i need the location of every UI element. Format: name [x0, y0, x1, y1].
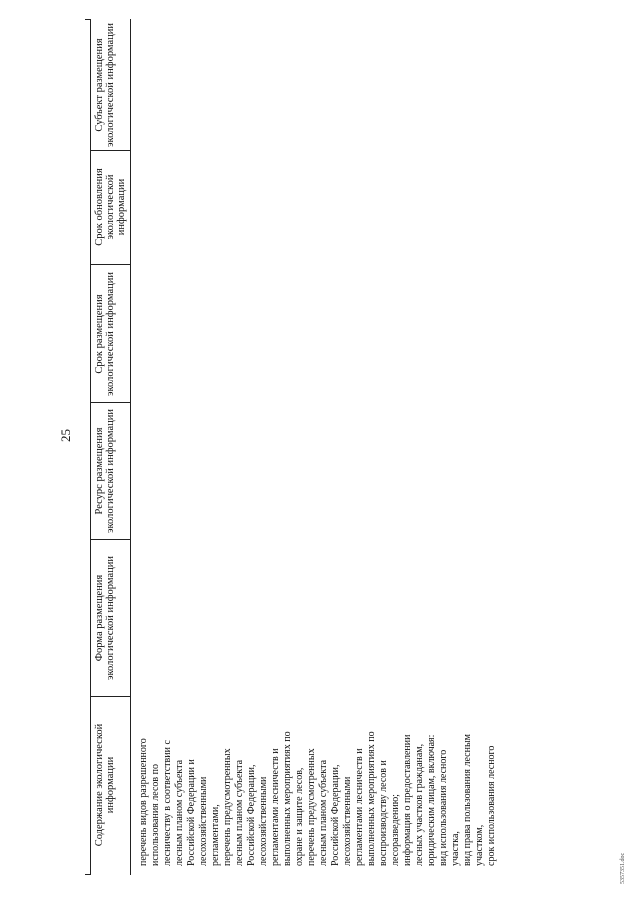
content-line: юридическим лицам, включая: [426, 734, 437, 866]
content-line: лесных участков гражданам, [414, 743, 425, 866]
content-line: Российской Федерации и [186, 759, 197, 866]
header-resource: Ресурс размещения экологической информации [94, 409, 116, 534]
content-line: Российской Федерации, [330, 764, 341, 866]
header-placement-term: Срок размещения экологической информации [94, 272, 116, 397]
content-line: воспроизводству лесов и [378, 760, 389, 866]
content-line: Российской Федерации, [246, 764, 257, 866]
content-line: срок использования лесного [486, 745, 497, 866]
content-line: использования лесов по [150, 764, 161, 866]
header-content: Содержание экологической информации [94, 723, 116, 847]
content-line: участка, [450, 831, 461, 866]
content-line: выполненных мероприятиях по [366, 731, 377, 866]
content-line: лесохозяйственными [342, 776, 353, 866]
content-line: лесным планом субъекта [174, 759, 185, 866]
content-line: охране и защите лесов, [294, 767, 305, 866]
header-form: Форма размещения экологической информации [94, 556, 116, 681]
content-line: перечень предусмотренных [306, 748, 317, 866]
content-line: информация о предоставлении [402, 734, 413, 866]
document-code: 5357351.doc [620, 852, 626, 884]
content-line: лесным планом субъекта [318, 759, 329, 866]
content-line: лесохозяйственными [258, 776, 269, 866]
content-line: лесохозяйственными [198, 776, 209, 866]
content-line: лесным планом субъекта [234, 759, 245, 866]
content-line: лесоразведению; [390, 794, 401, 866]
content-line: перечень предусмотренных [222, 748, 233, 866]
page-number: 25 [58, 429, 73, 442]
content-line: регламентами, [210, 804, 221, 866]
content-line: регламентами лесничеств и [270, 748, 281, 866]
content-cell [138, 566, 498, 866]
content-line: вид права пользования лесным [462, 734, 473, 866]
content-line: перечень видов разрешенного [138, 738, 149, 866]
content-line: вид использования лесного [438, 749, 449, 866]
content-line: лесничеству в соответствии с [162, 740, 173, 866]
content-line: выполненных мероприятиях по [282, 731, 293, 866]
header-update-term: Срок обновления экологической информации [94, 168, 127, 246]
content-line: регламентами лесничеств и [354, 748, 365, 866]
content-line: участком, [474, 824, 485, 866]
header-subject: Субъект размещения экологической информации [94, 22, 116, 147]
